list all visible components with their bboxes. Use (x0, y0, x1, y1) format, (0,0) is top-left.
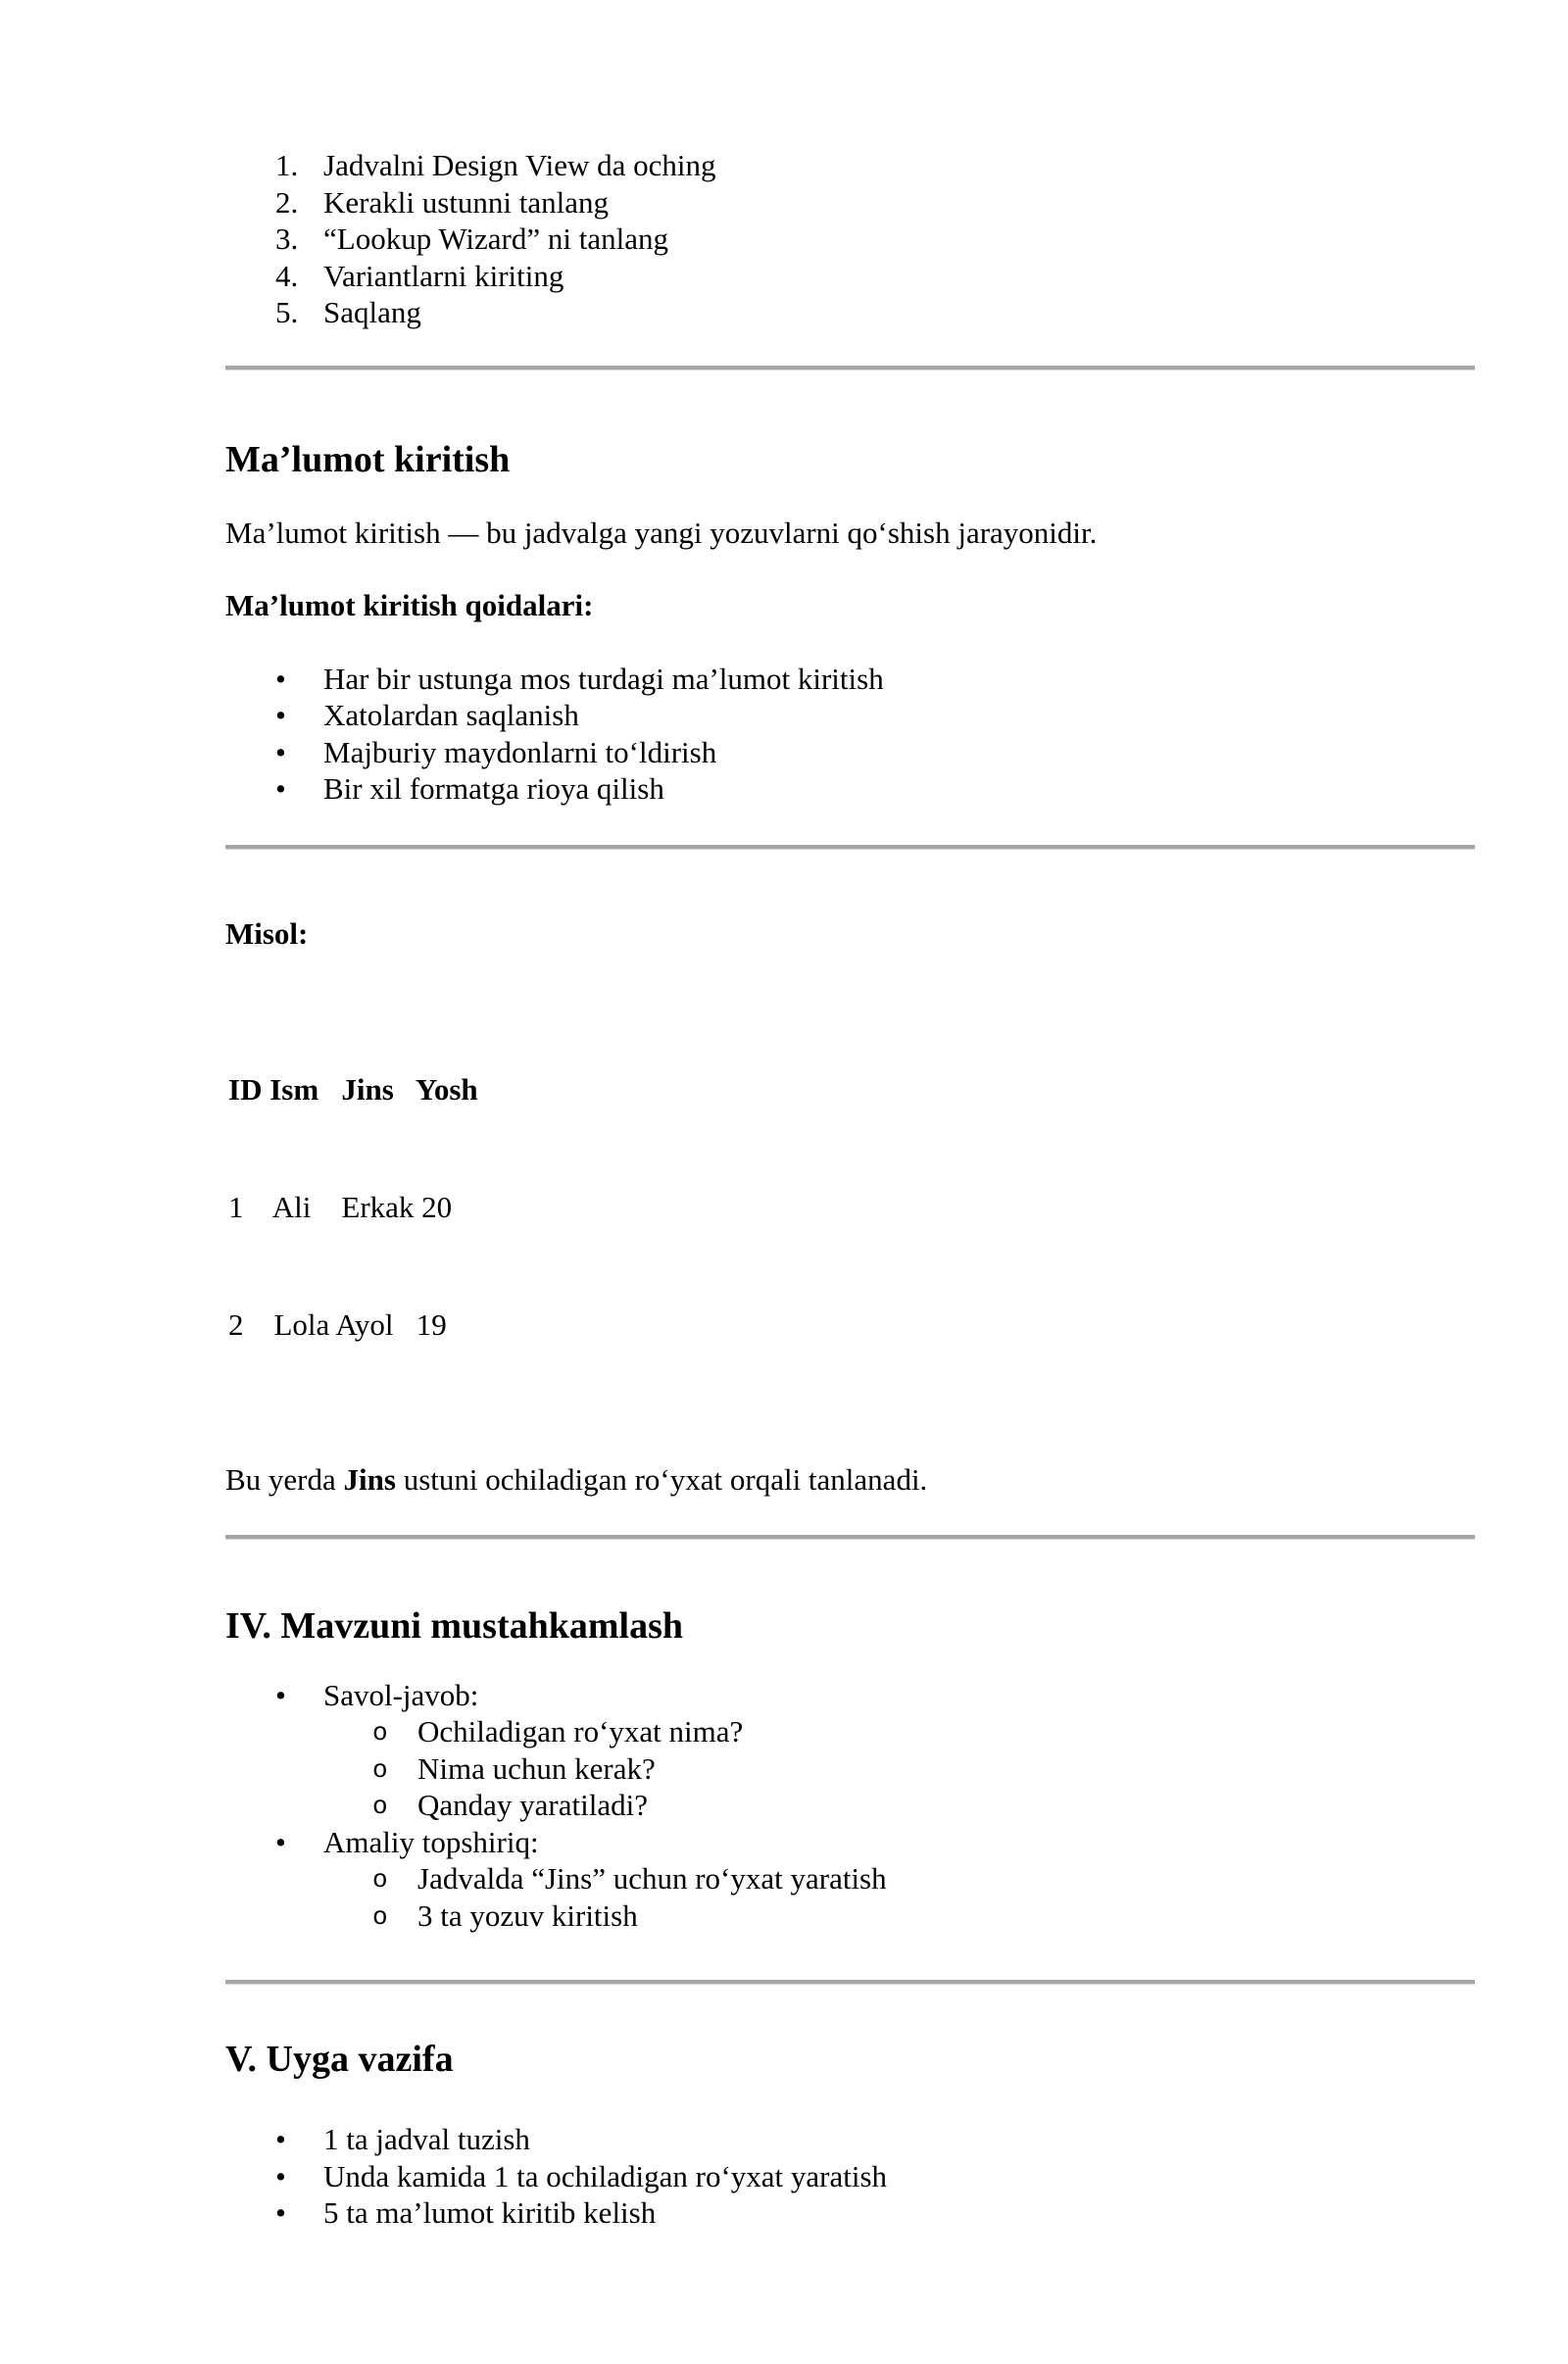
section-divider (225, 1535, 1475, 1540)
bullet-icon: • (275, 2158, 286, 2193)
bullet-icon: • (275, 1824, 286, 1859)
heading-malumot-kiritish: Ma’lumot kiritish (225, 438, 511, 480)
rules-list (225, 661, 1475, 808)
bullet-text: 5 ta ma’lumot kiritib kelish (323, 2195, 657, 2230)
amaliy-topshiriq-sublist (225, 1860, 1475, 1934)
bullet-item (225, 2194, 1475, 2232)
bullet-text: Bir xil formatga rioya qilish (323, 771, 664, 806)
example-table-row: 2 Lola Ayol 19 (228, 1307, 447, 1342)
heading-section-v: V. Uyga vazifa (225, 2039, 454, 2080)
step-number: 5. (275, 295, 299, 329)
bullet-icon: • (275, 661, 286, 696)
step-text: Jadvalni Design View da oching (323, 148, 716, 182)
sub-bullet-icon: o (372, 1754, 388, 1785)
bullet-icon: • (275, 771, 286, 806)
section-v-list (225, 2121, 1475, 2232)
numbered-step (225, 184, 1475, 222)
malumot-kiritish-intro: Ma’lumot kiritish — bu jadvalga yangi yozuvlarni qoʻshish jarayonidir. (225, 515, 1098, 550)
bullet-item (225, 2121, 1475, 2158)
bullet-item (225, 1824, 1475, 1935)
section-divider (225, 366, 1475, 370)
step-number: 3. (275, 222, 299, 256)
bullet-item (225, 1677, 1475, 1824)
bullet-icon: • (275, 698, 286, 732)
step-text: Saqlang (323, 295, 421, 329)
sub-bullet-text: Ochiladigan roʻyxat nima? (417, 1714, 744, 1748)
lookup-wizard-steps-list (225, 147, 1475, 331)
sub-bullet-icon: o (372, 1792, 388, 1821)
bullet-text: Har bir ustunga mos turdagi ma’lumot kiritish (323, 661, 884, 696)
bullet-item (225, 734, 1475, 771)
bullet-item (225, 2158, 1475, 2195)
note-suffix: ustuni ochiladigan roʻyxat orqali tanlanadi. (395, 1462, 928, 1497)
bullet-item (225, 697, 1475, 734)
example-note (225, 1461, 1475, 1499)
bullet-text: Majburiy maydonlarni toʻldirish (323, 734, 717, 769)
step-text: Kerakli ustunni tanlang (323, 184, 609, 220)
step-number: 4. (275, 258, 299, 293)
section-divider (225, 1980, 1475, 1985)
numbered-step (225, 258, 1475, 295)
sub-bullet-item (225, 1750, 1475, 1788)
example-table-header: ID Ism Jins Yosh (228, 1072, 478, 1107)
note-prefix: Bu yerda (225, 1462, 344, 1497)
savol-javob-sublist (225, 1713, 1475, 1824)
sub-bullet-icon: o (372, 1718, 388, 1748)
step-number: 1. (275, 148, 299, 182)
rules-label: Ma’lumot kiritish qoidalari: (225, 588, 594, 622)
section-iv-list (225, 1677, 1475, 1935)
sub-bullet-item (225, 1713, 1475, 1750)
sub-bullet-icon: o (372, 1901, 388, 1932)
bullet-icon: • (275, 1677, 286, 1712)
bullet-text: 1 ta jadval tuzish (323, 2122, 530, 2156)
sub-bullet-text: Nima uchun kerak? (417, 1750, 656, 1786)
sub-bullet-icon: o (372, 1865, 388, 1895)
sub-bullet-text: Qanday yaratiladi? (417, 1788, 648, 1822)
sub-bullet-item (225, 1897, 1475, 1935)
document-page (0, 147, 1568, 2364)
sub-bullet-item (225, 1860, 1475, 1897)
note-bold-term: Jins (343, 1462, 396, 1497)
bullet-text: Xatolardan saqlanish (323, 698, 579, 732)
example-table (225, 992, 1475, 1423)
step-text: Variantlarni kiriting (323, 258, 564, 293)
numbered-step (225, 147, 1475, 184)
numbered-step (225, 294, 1475, 331)
sub-bullet-item (225, 1787, 1475, 1824)
step-text: “Lookup Wizard” ni tanlang (323, 222, 668, 256)
bullet-text: Unda kamida 1 ta ochiladigan roʻyxat yaratish (323, 2158, 888, 2193)
sub-bullet-text: 3 ta yozuv kiritish (417, 1897, 638, 1933)
step-number: 2. (275, 184, 299, 220)
bullet-text: Amaliy topshiriq: (323, 1824, 539, 1859)
bullet-icon: • (275, 2195, 286, 2230)
sub-bullet-text: Jadvalda “Jins” uchun roʻyxat yaratish (417, 1861, 887, 1896)
section-divider (225, 845, 1475, 850)
example-table-row: 1 Ali Erkak 20 (228, 1190, 453, 1224)
numbered-step (225, 221, 1475, 258)
bullet-item (225, 770, 1475, 808)
bullet-item (225, 661, 1475, 698)
heading-section-iv: IV. Mavzuni mustahkamlash (225, 1604, 684, 1647)
bullet-text: Savol-javob: (323, 1677, 479, 1712)
bullet-icon: • (275, 2122, 286, 2156)
example-label: Misol: (225, 915, 309, 951)
bullet-icon: • (275, 734, 286, 769)
